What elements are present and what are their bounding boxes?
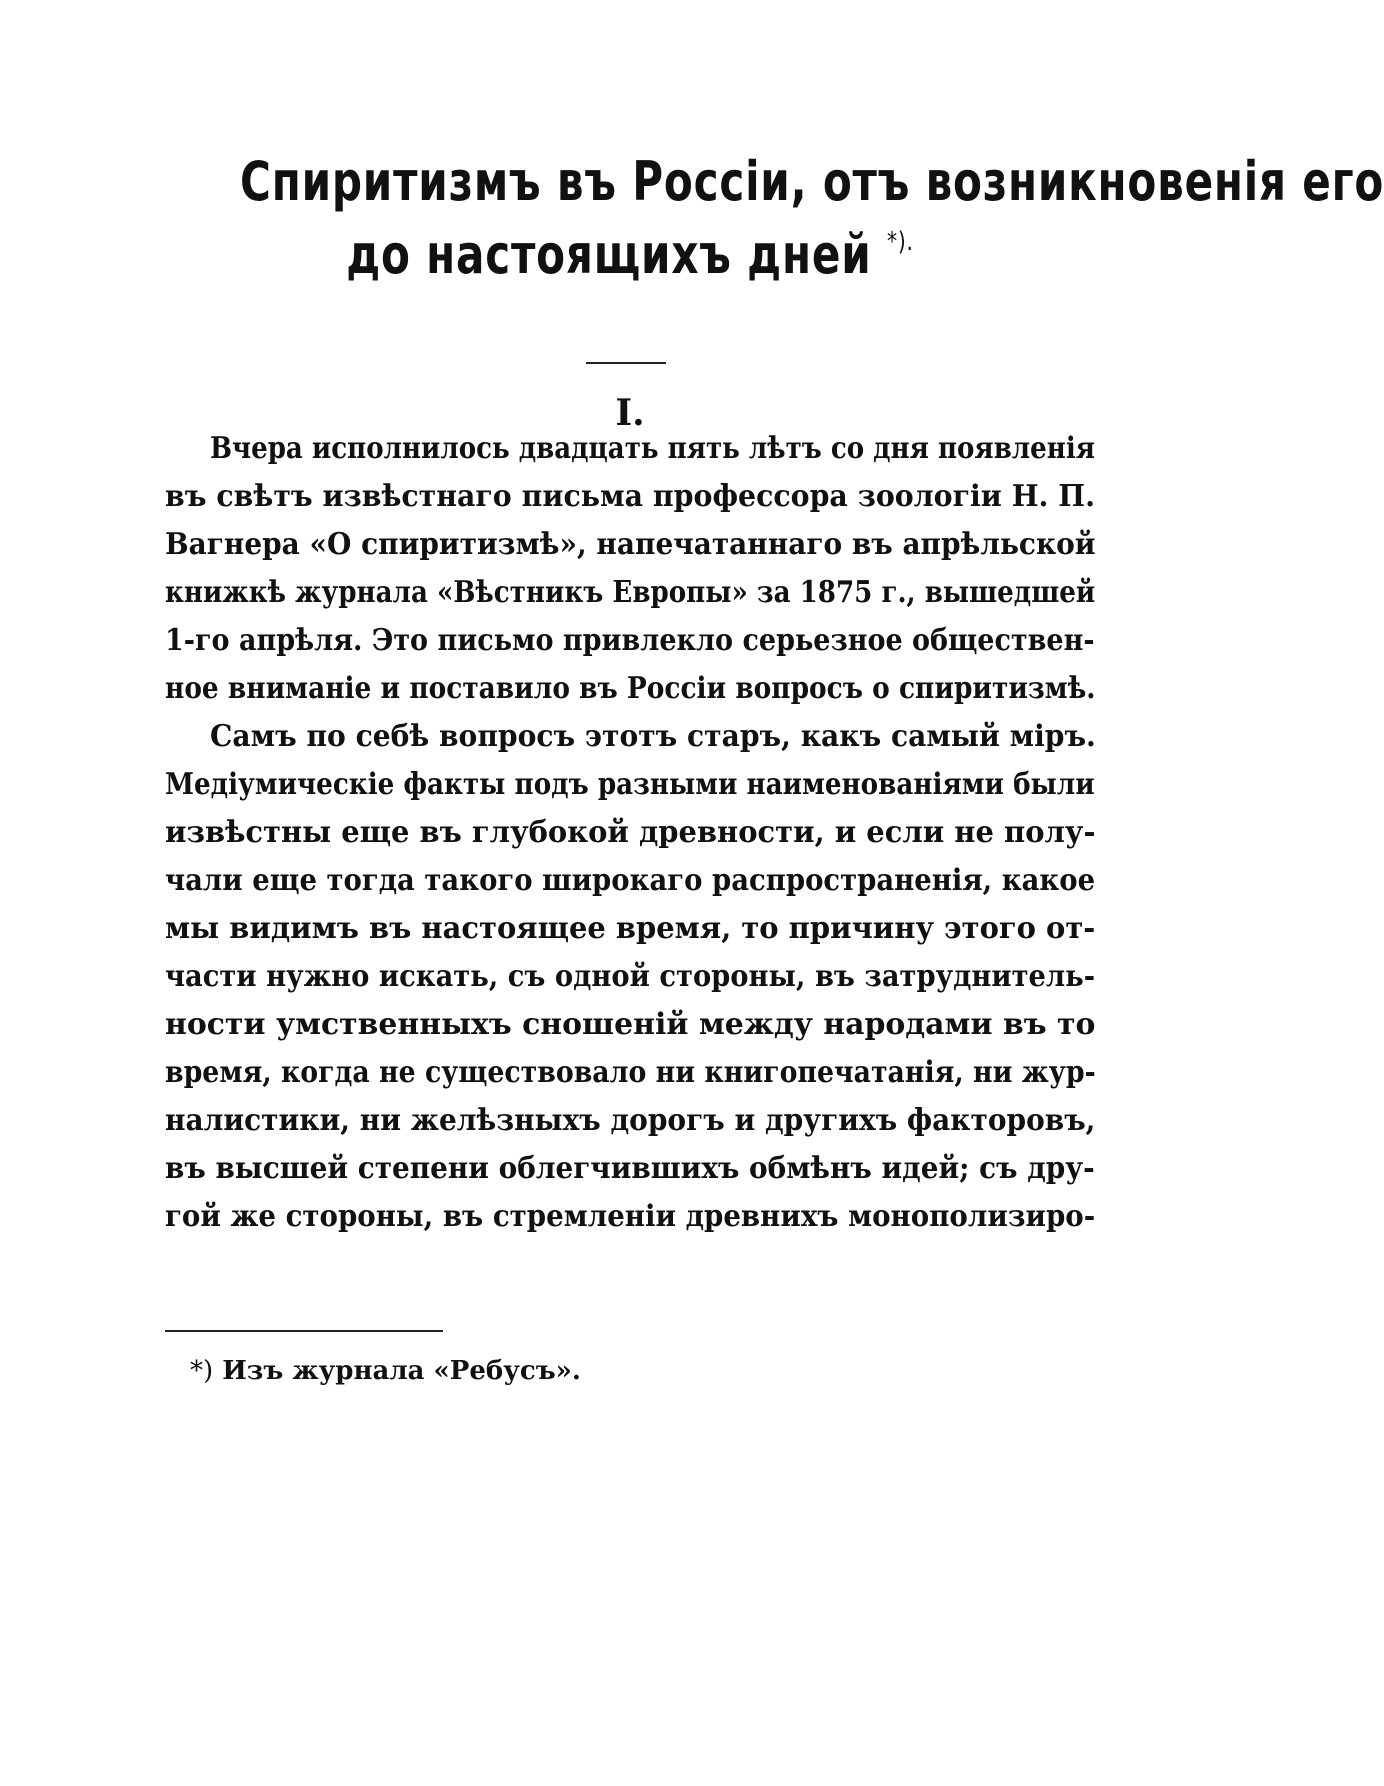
footnote-divider	[165, 1330, 443, 1332]
paragraph-2-line-2: Медіумическіе факты подъ разными наименованіями были	[165, 767, 1095, 802]
paragraph-2-line-4: чали еще тогда такого широкаго распространенія, какое	[165, 863, 1096, 898]
footnote-mark: *)	[190, 1356, 214, 1386]
paragraph-2-line-5: мы видимъ въ настоящее время, то причину этого от-	[165, 911, 1096, 946]
paragraph-1-line-3: Вагнера «О спиритизмѣ», напечатаннаго въ апрѣльской	[165, 527, 1096, 562]
title-line-2-text: до настоящихъ дней	[346, 223, 872, 286]
paragraph-2-line-10: въ высшей степени облегчившихъ обмѣнъ идей; съ дру-	[165, 1151, 1095, 1186]
paragraph-2-line-6: части нужно искать, съ одной стороны, въ затруднитель-	[165, 959, 1096, 994]
paragraph-1-line-6: ное вниманіе и поставило въ Россіи вопросъ о спиритизмѣ.	[165, 671, 1096, 706]
paragraph-2-line-3: извѣстны еще въ глубокой древности, и если не полу-	[165, 815, 1096, 850]
paragraph-2-line-7: ности умственныхъ сношеній между народами въ то	[165, 1007, 1096, 1042]
paragraph-2-line-8: время, когда не существовало ни книгопечатанія, ни жур-	[165, 1055, 1096, 1090]
paragraph-1-line-1: Вчера исполнилось двадцать пять лѣтъ со дня появленія	[210, 431, 1096, 466]
paragraph-1-line-5: 1-го апрѣля. Это письмо привлекло серьезное обществен-	[165, 623, 1095, 658]
footnote	[190, 1356, 581, 1386]
paragraph-1-line-2: въ свѣтъ извѣстнаго письма профессора зоологіи Н. П.	[165, 479, 1095, 514]
paragraph-2-line-11: гой же стороны, въ стремленіи древнихъ монополизиро-	[165, 1199, 1096, 1234]
paragraph-2-line-9: налистики, ни желѣзныхъ дорогъ и другихъ факторовъ,	[165, 1103, 1096, 1138]
footnote-text: Изъ журнала «Ребусъ».	[222, 1356, 581, 1386]
title-line-2	[240, 223, 1020, 286]
title-footnote-mark: *).	[886, 227, 914, 257]
paragraph-1-line-4: книжкѣ журнала «Вѣстникъ Европы» за 1875 г., вышедшей	[165, 575, 1096, 610]
section-number: I.	[615, 392, 645, 434]
paragraph-2-line-1: Самъ по себѣ вопросъ этотъ старъ, какъ самый міръ.	[210, 719, 1096, 754]
title-divider	[586, 362, 666, 364]
title-line-1: Спиритизмъ въ Россіи, отъ возникновенія его	[240, 150, 1384, 213]
